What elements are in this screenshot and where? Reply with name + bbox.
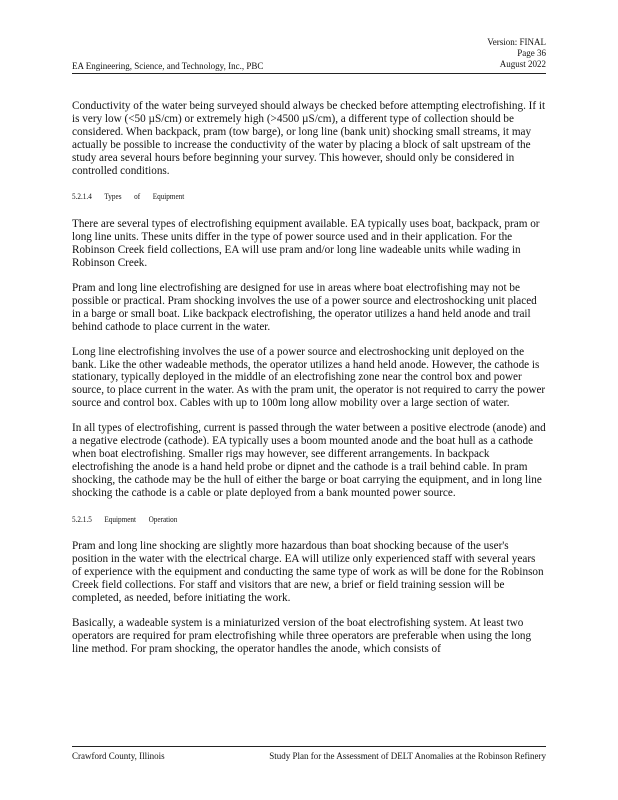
header-meta [487,37,546,70]
header-company: EA Engineering, Science, and Technology, Inc., PBC [72,61,264,71]
paragraph-hazard: Pram and long line shocking are slightly more hazardous than boat shocking because of the user's position in the water with the electrical charge. EA will utilize only experienced staff with several years of experience with the equipment and conducting the same type of work as will be done for the Robinson Creek field collections. For staff and visitors that are new, a brief or field training session will be completed, as needed, before initiating the work. [72,540,544,605]
paragraph-current: In all types of electrofishing, current is passed through the water between a positive electrode (anode) and a negative electrode (cathode). EA typically uses a boom mounted anode and the boat hull as a cathode when boat electrofishing. Smaller rigs may however, see different arrangements. In backpack electrofishing the anode is a hand held probe or dipnet and the cathode is a trail behind cable. In pram shocking, the cathode may be the hull of either the barge or boat carrying the equipment, and in long line shocking the cathode is a cable or plate deployed from a bank mounted power source. [72,422,546,499]
header-version: Version: FINAL [487,37,546,47]
header-rule [72,73,546,74]
section-heading-types [72,191,499,204]
paragraph-pram: Pram and long line electrofishing are designed for use in areas where boat electrofishing may not be possible or practical. Pram shocking involves the use of a power source and electroshocking unit placed in a barge or small boat. Like backpack electrofishing, the operator utilizes a hand held anode and trail behind cathode to place current in the water. [72,281,537,333]
paragraph-wadeable: Basically, a wadeable system is a miniaturized version of the boat electrofishing system. At least two operators are required for pram electrofishing while three operators are preferable when using the long line method. For pram shocking, the operator handles the anode, which consists of [72,617,532,655]
section-title: Equipment Operation [104,514,178,524]
footer-county: Crawford County, Illinois [72,751,165,761]
paragraph-types: There are several types of electrofishing equipment available. EA typically uses boat, backpack, pram or long line units. These units differ in the type of power source used and in their application. For the Robinson Creek field collections, EA will use pram and/or long line wadeable units while wading in Robinson Creek. [72,218,540,270]
document-body [72,100,546,668]
section-number: 5.2.1.5 [72,514,92,524]
section-title: Types of Equipment [104,192,185,202]
header-date: August 2022 [499,59,546,69]
paragraph-conductivity: Conductivity of the water being surveyed should always be checked before attempting electrofishing. If it is very low (<50 µS/cm) or extremely high (>4500 µS/cm), a different type of collection should be considered. When backpack, pram (tow barge), or long line (bank unit) shocking small streams, it may actually be possible to increase the conductivity of the water by placing a block of salt upstream of the study area several hours before beginning your survey. This however, should only be considered in controlled conditions. [72,100,546,177]
footer-rule [72,746,546,747]
section-heading-operation [72,514,499,527]
footer-title: Study Plan for the Assessment of DELT Anomalies at the Robinson Refinery [269,751,546,761]
section-number: 5.2.1.4 [72,192,92,202]
paragraph-long-line: Long line electrofishing involves the use of a power source and electroshocking unit deployed on the bank. Like the other wadeable methods, the operator utilizes a hand held anode. However, the cathode is stationary, typically deployed in the middle of an electrofishing zone near the control box and power source, to place current in the water. As with the pram unit, the operator is not required to carry the power source and control box. Cables with up to 100m long allow mobility over a large section of water. [72,345,546,410]
header-page: Page 36 [517,48,546,58]
